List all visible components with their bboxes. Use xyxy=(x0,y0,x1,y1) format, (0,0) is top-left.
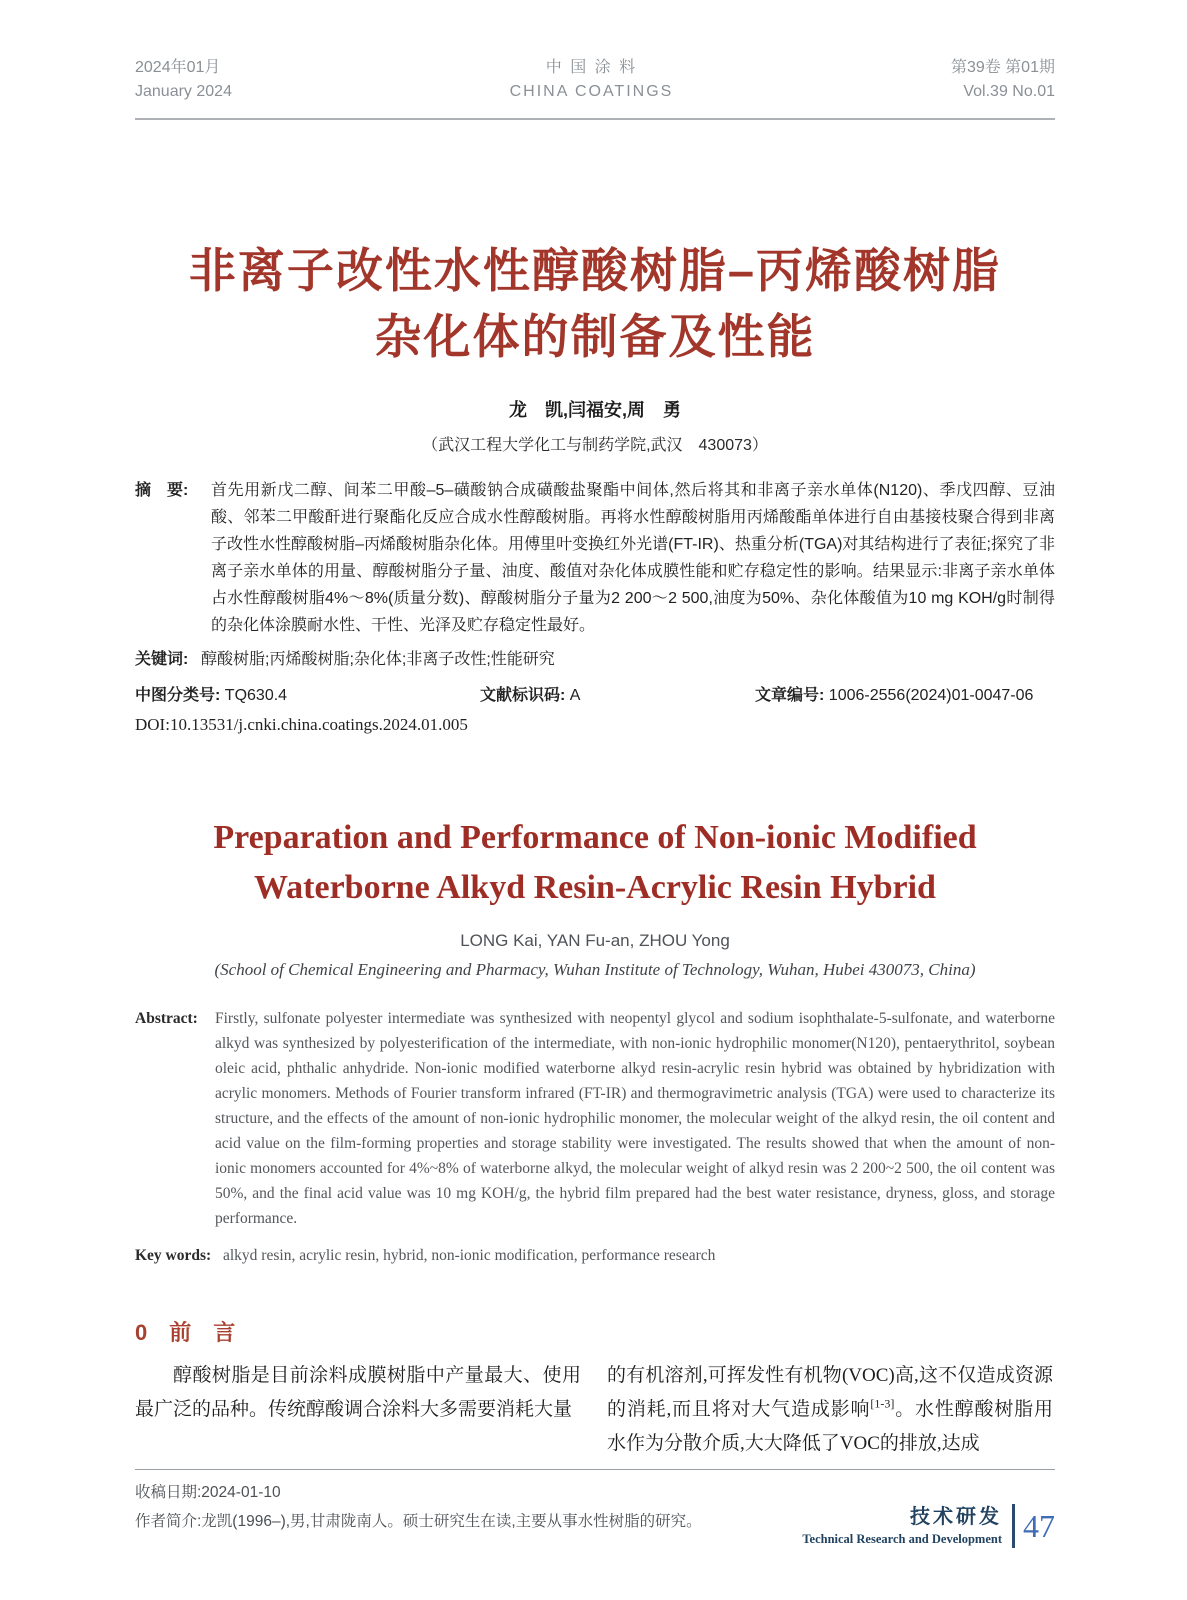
abstract-cn-text: 首先用新戊二醇、间苯二甲酸–5–磺酸钠合成磺酸盐聚酯中间体,然后将其和非离子亲水单体(N120)、季戊四醇、豆油酸、邻苯二甲酸酐进行聚酯化反应合成水性醇酸树脂。再将水性醇酸树脂用丙烯酸酯单体进行自由基接枝聚合得到非离子改性水性醇酸树脂–丙烯酸树脂杂化体。用傅里叶变换红外光谱(FT-IR)、热重分析(TGA)对其结构进行了表征;探究了非离子亲水单体的用量、醇酸树脂分子量、油度、酸值对杂化体成膜性能和贮存稳定性的影响。结果显示:非离子亲水单体占水性醇酸树脂4%～8%(质量分数)、醇酸树脂分子量为2 200～2 500,油度为50%、杂化体酸值为10 mg KOH/g时制得的杂化体涂膜耐水性、干性、光泽及贮存稳定性最好。 xyxy=(211,482,1055,634)
header-journal-cn: 中 国 涂 料 xyxy=(545,59,638,76)
abstract-en-label: Abstract: xyxy=(135,1010,198,1027)
article-meta-row xyxy=(135,682,1055,705)
abstract-en xyxy=(135,1006,1055,1231)
affiliation-cn: （武汉工程大学化工与制药学院,武汉 430073） xyxy=(422,437,768,454)
header-issue xyxy=(951,56,1055,104)
received-date: 收稿日期:2024-01-10 xyxy=(135,1484,281,1501)
article-id-value: 1006-2556(2024)01-0047-06 xyxy=(828,687,1034,704)
introduction-right-text-1: 的有机溶剂,可挥发性有机物(VOC)高,这不仅造成资源的消耗,而且将对大气造成影响 xyxy=(607,1365,1053,1420)
header-date-en: January 2024 xyxy=(135,83,232,100)
header-issue-en: Vol.39 No.01 xyxy=(963,83,1055,100)
section-page-corner xyxy=(802,1504,1055,1548)
keywords-en-text: alkyd resin, acrylic resin, hybrid, non-ionic modification, performance research xyxy=(223,1247,716,1264)
article-title-en-line2: Waterborne Alkyd Resin-Acrylic Resin Hybrid xyxy=(254,869,936,906)
introduction-left-column: 醇酸树脂是目前涂料成膜树脂中产量最大、使用最广泛的品种。传统醇酸调合涂料大多需要消耗大量 xyxy=(135,1365,581,1420)
author-bio: 作者简介:龙凯(1996–),男,甘肃陇南人。硕士研究生在读,主要从事水性树脂的研究。 xyxy=(135,1513,702,1530)
introduction-section xyxy=(135,1316,1055,1461)
clc-value: TQ630.4 xyxy=(224,687,288,704)
keywords-cn xyxy=(135,646,1055,673)
document-code-label: 文献标识码: xyxy=(480,687,566,704)
article-title-en-line1: Preparation and Performance of Non-ionic Modified xyxy=(213,819,977,856)
document-code-value: A xyxy=(569,687,581,704)
header-journal-en: CHINA COATINGS xyxy=(509,83,674,100)
introduction-columns xyxy=(135,1359,1055,1461)
introduction-right-text-2: 。水性醇酸树脂用水作为分散介质,大大降低了VOC的排放,达成 xyxy=(607,1399,1053,1454)
clc-number xyxy=(135,682,480,705)
introduction-right-column xyxy=(607,1359,1053,1461)
journal-header xyxy=(135,0,1055,120)
introduction-heading: 0 前 言 xyxy=(135,1320,236,1345)
clc-label: 中图分类号: xyxy=(135,687,221,704)
doi: DOI:10.13531/j.cnki.china.coatings.2024.01.005 xyxy=(135,715,468,734)
document-code xyxy=(480,682,755,705)
article-title-cn-line2: 杂化体的制备及性能 xyxy=(374,310,816,363)
keywords-cn-text: 醇酸树脂;丙烯酸树脂;杂化体;非离子改性;性能研究 xyxy=(201,651,555,668)
section-name-en: Technical Research and Development xyxy=(802,1532,1002,1546)
article-title-cn-line1: 非离子改性水性醇酸树脂–丙烯酸树脂 xyxy=(188,244,1002,297)
abstract-cn-label: 摘 要: xyxy=(135,482,189,499)
authors-cn: 龙 凯,闫福安,周 勇 xyxy=(508,400,681,420)
authors-en: LONG Kai, YAN Fu-an, ZHOU Yong xyxy=(460,931,730,950)
section-names xyxy=(802,1504,1012,1548)
article-id-label: 文章编号: xyxy=(755,687,825,704)
abstract-cn xyxy=(135,477,1055,639)
article-title-cn xyxy=(135,238,1055,370)
article-title-en xyxy=(135,813,1055,913)
abstract-en-text: Firstly, sulfonate polyester intermediate was synthesized with neopentyl glycol and sodium isophthalate-5-sulfonate, and waterborne alkyd was synthesized by polyesterification of the intermediate, with non-ionic hydrophilic monomer(N120), pentaerythritol, soybean oleic acid, phthalic anhydride. Non-ionic modified waterborne alkyd resin-acrylic resin hybrid was obtained by hybridization with acrylic monomers. Methods of Fourier transform infrared (FT-IR) and thermogravimetric analysis (TGA) were used to characterize its structure, and the effects of the amount of non-ionic hydrophilic monomer, the molecular weight of the alkyd resin, the oil content and acid value on the film-forming properties and storage stability were investigated. The results showed that when the amount of non-ionic monomers accounted for 4%~8% of waterborne alkyd, the molecular weight of alkyd resin was 2 200~2 500, the oil content was 50%, and the final acid value was 10 mg KOH/g, the hybrid film prepared had the best water resistance, dryness, gloss, and storage performance. xyxy=(215,1010,1055,1227)
affiliation-en: (School of Chemical Engineering and Pharmacy, Wuhan Institute of Technology, Wuhan, Hubei 430073, China) xyxy=(214,960,976,979)
header-date-cn: 2024年01月 xyxy=(135,59,221,76)
citation-reference: [1-3] xyxy=(870,1396,895,1411)
keywords-cn-label: 关键词: xyxy=(135,651,189,668)
header-journal-name xyxy=(510,56,674,104)
keywords-en-label: Key words: xyxy=(135,1247,212,1264)
article-id xyxy=(755,682,1055,705)
header-date xyxy=(135,56,232,104)
header-issue-cn: 第39卷 第01期 xyxy=(950,59,1055,76)
keywords-en xyxy=(135,1243,1055,1268)
page-number: 47 xyxy=(1023,1508,1055,1544)
section-name-cn: 技术研发 xyxy=(910,1506,1002,1528)
